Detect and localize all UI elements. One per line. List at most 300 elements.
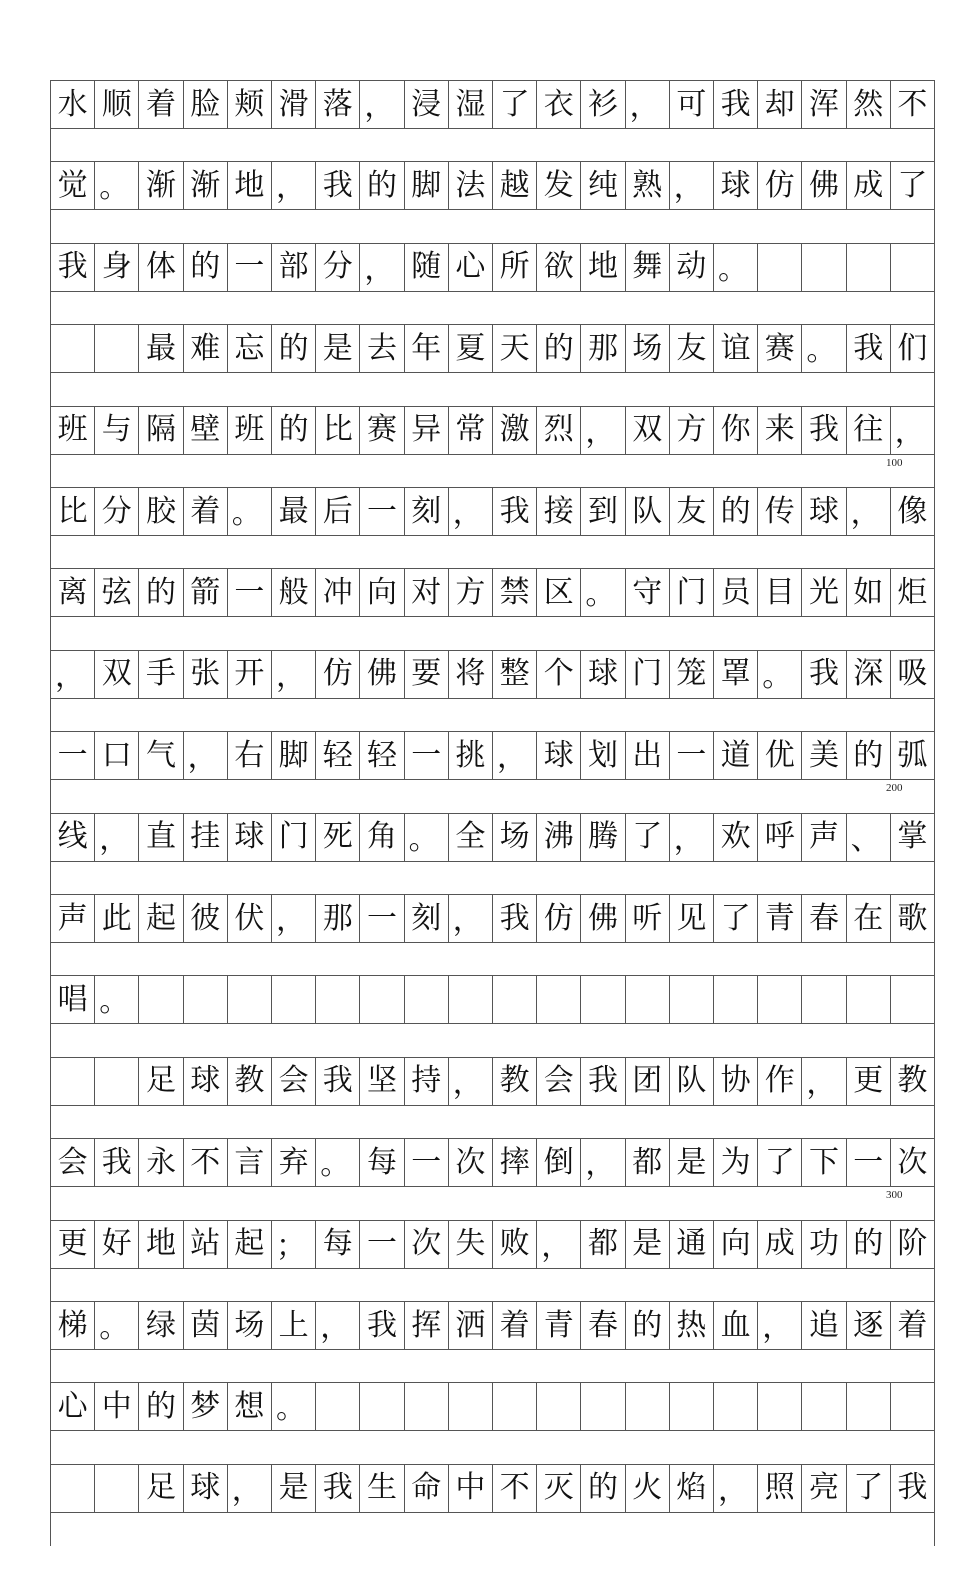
grid-cell: 生 (359, 1464, 404, 1513)
grid-cell (846, 1382, 891, 1431)
grid-cell: 的 (183, 243, 228, 292)
grid-cell: 此 (94, 894, 139, 943)
grid-cell: 向 (713, 1220, 758, 1269)
grid-cell: 言 (227, 1138, 272, 1187)
grid-cell: 站 (183, 1220, 228, 1269)
grid-cell: 协 (713, 1057, 758, 1106)
grid-cell: ， (757, 1301, 802, 1350)
grid-cell: 火 (625, 1464, 670, 1513)
grid-cell: 教 (492, 1057, 537, 1106)
grid-cell: 那 (315, 894, 360, 943)
grid-cell: 更 (846, 1057, 891, 1106)
grid-cell: 声 (50, 894, 95, 943)
grid-cell: 中 (94, 1382, 139, 1431)
grid-cell: ， (50, 650, 95, 699)
grid-cell (404, 975, 449, 1024)
grid-cell: 。 (94, 975, 139, 1024)
grid-cell: 我 (713, 80, 758, 129)
grid-cell: 挥 (404, 1301, 449, 1350)
grid-cell: ， (713, 1464, 758, 1513)
grid-cell: 了 (757, 1138, 802, 1187)
grid-cell: 整 (492, 650, 537, 699)
grid-cell: 的 (713, 487, 758, 536)
grid-cell: 足 (138, 1464, 183, 1513)
grid-cell: 茵 (183, 1301, 228, 1350)
grid-cell: 团 (625, 1057, 670, 1106)
grid-cell: 守 (625, 568, 670, 617)
grid-cell (669, 975, 714, 1024)
grid-cell: 通 (669, 1220, 714, 1269)
grid-cell: 我 (315, 161, 360, 210)
grid-cell: 我 (492, 487, 537, 536)
grid-cell: 焰 (669, 1464, 714, 1513)
grid-cell: 比 (50, 487, 95, 536)
grid-cell: 炬 (890, 568, 935, 617)
grid-cell: 青 (536, 1301, 581, 1350)
grid-cell: 们 (890, 324, 935, 373)
grid-cell: 一 (227, 243, 272, 292)
grid-cell: 佛 (801, 161, 846, 210)
grid-cell: 功 (801, 1220, 846, 1269)
grid-cell: 我 (50, 243, 95, 292)
row-spacer (50, 1186, 935, 1220)
grid-cell: 班 (50, 406, 95, 455)
grid-cell: 门 (271, 813, 316, 862)
grid-cell: 球 (227, 813, 272, 862)
grid-cell: 赛 (757, 324, 802, 373)
grid-cell: ， (315, 1301, 360, 1350)
grid-cell: 我 (492, 894, 537, 943)
grid-cell: 。 (713, 243, 758, 292)
grid-cell: 夏 (448, 324, 493, 373)
grid-cell (890, 975, 935, 1024)
grid-cell: 去 (359, 324, 404, 373)
grid-cell (890, 1382, 935, 1431)
row-spacer (50, 861, 935, 895)
grid-cell: 成 (757, 1220, 802, 1269)
grid-cell: 持 (404, 1057, 449, 1106)
row-spacer (50, 209, 935, 243)
grid-cell: 每 (315, 1220, 360, 1269)
grid-cell: 越 (492, 161, 537, 210)
grid-cell: 了 (890, 161, 935, 210)
grid-cell: 会 (536, 1057, 581, 1106)
grid-cell: 右 (227, 731, 272, 780)
grid-cell: 一 (359, 894, 404, 943)
grid-cell: 灭 (536, 1464, 581, 1513)
grid-cell: 班 (227, 406, 272, 455)
row-spacer (50, 1105, 935, 1139)
grid-cell: 浑 (801, 80, 846, 129)
grid-cell: 衣 (536, 80, 581, 129)
grid-cell: 发 (536, 161, 581, 210)
grid-cell: 我 (315, 1464, 360, 1513)
grid-cell: 吸 (890, 650, 935, 699)
grid-cell (536, 975, 581, 1024)
grid-cell: ， (271, 161, 316, 210)
grid-cell: 般 (271, 568, 316, 617)
grid-cell: 欲 (536, 243, 581, 292)
grid-cell: 作 (757, 1057, 802, 1106)
grid-cell: 天 (492, 324, 537, 373)
grid-cell: 那 (580, 324, 625, 373)
grid-cell: ， (669, 813, 714, 862)
grid-cell: 忘 (227, 324, 272, 373)
grid-cell: 。 (94, 1301, 139, 1350)
grid-cell: 挂 (183, 813, 228, 862)
grid-cell: 教 (890, 1057, 935, 1106)
grid-cell: 热 (669, 1301, 714, 1350)
grid-cell: 佛 (359, 650, 404, 699)
grid-cell (404, 1382, 449, 1431)
grid-cell: 笼 (669, 650, 714, 699)
grid-cell (580, 975, 625, 1024)
grid-cell: 壁 (183, 406, 228, 455)
grid-cell: 弦 (94, 568, 139, 617)
grid-cell: 着 (138, 80, 183, 129)
grid-cell: 都 (625, 1138, 670, 1187)
grid-cell: 异 (404, 406, 449, 455)
grid-cell: 是 (669, 1138, 714, 1187)
grid-cell: ， (359, 80, 404, 129)
row-spacer (50, 454, 935, 488)
grid-cell: ， (448, 894, 493, 943)
grid-cell: 往 (846, 406, 891, 455)
grid-cell: 唱 (50, 975, 95, 1024)
grid-cell: ； (271, 1220, 316, 1269)
grid-cell: 了 (713, 894, 758, 943)
grid-cell: 熟 (625, 161, 670, 210)
grid-cell: 我 (890, 1464, 935, 1513)
grid-cell: 是 (271, 1464, 316, 1513)
grid-cell (580, 1382, 625, 1431)
grid-cell: 员 (713, 568, 758, 617)
grid-cell: 摔 (492, 1138, 537, 1187)
grid-cell: 像 (890, 487, 935, 536)
grid-cell: 场 (492, 813, 537, 862)
grid-cell (492, 975, 537, 1024)
grid-cell: ， (271, 894, 316, 943)
grid-cell: 挑 (448, 731, 493, 780)
grid-cell (448, 975, 493, 1024)
grid-cell: 的 (625, 1301, 670, 1350)
grid-cell: 然 (846, 80, 891, 129)
grid-cell: 。 (404, 813, 449, 862)
grid-cell: 、 (846, 813, 891, 862)
grid-cell: 对 (404, 568, 449, 617)
grid-cell (138, 975, 183, 1024)
grid-cell: 着 (183, 487, 228, 536)
grid-cell: 渐 (183, 161, 228, 210)
grid-cell (94, 1057, 139, 1106)
grid-cell: 分 (94, 487, 139, 536)
grid-cell: 顺 (94, 80, 139, 129)
grid-cell: 球 (580, 650, 625, 699)
grid-cell (50, 1057, 95, 1106)
grid-cell: 我 (801, 406, 846, 455)
grid-cell: 的 (138, 1382, 183, 1431)
grid-cell: 阶 (890, 1220, 935, 1269)
grid-cell: 直 (138, 813, 183, 862)
grid-cell: 传 (757, 487, 802, 536)
grid-cell: 禁 (492, 568, 537, 617)
grid-cell: ， (669, 161, 714, 210)
grid-cell (315, 1382, 360, 1431)
grid-cell: 一 (50, 731, 95, 780)
row-spacer (50, 1023, 935, 1057)
grid-cell: 心 (50, 1382, 95, 1431)
grid-cell: 接 (536, 487, 581, 536)
grid-cell (492, 1382, 537, 1431)
grid-cell: 伏 (227, 894, 272, 943)
grid-cell: 我 (846, 324, 891, 373)
grid-cell: 比 (315, 406, 360, 455)
grid-cell: 弧 (890, 731, 935, 780)
grid-cell: 为 (713, 1138, 758, 1187)
grid-cell: 着 (492, 1301, 537, 1350)
grid-cell: 次 (890, 1138, 935, 1187)
grid-cell: 在 (846, 894, 891, 943)
grid-cell: 最 (271, 487, 316, 536)
grid-cell: 绿 (138, 1301, 183, 1350)
grid-cell: 冲 (315, 568, 360, 617)
grid-cell: ， (94, 813, 139, 862)
grid-cell: 呼 (757, 813, 802, 862)
grid-cell: 衫 (580, 80, 625, 129)
grid-cell: 成 (846, 161, 891, 210)
grid-cell (757, 243, 802, 292)
word-count-marker: 300 (886, 1189, 903, 1202)
grid-cell: 个 (536, 650, 581, 699)
grid-cell: 觉 (50, 161, 95, 210)
grid-cell: 倒 (536, 1138, 581, 1187)
grid-cell: 友 (669, 487, 714, 536)
grid-cell: 的 (138, 568, 183, 617)
grid-cell: 的 (271, 324, 316, 373)
grid-cell: 脸 (183, 80, 228, 129)
row-spacer (50, 616, 935, 650)
grid-cell: 一 (359, 1220, 404, 1269)
grid-cell: 梯 (50, 1301, 95, 1350)
grid-cell: 的 (271, 406, 316, 455)
grid-cell: 气 (138, 731, 183, 780)
grid-cell: 一 (846, 1138, 891, 1187)
grid-cell (50, 1464, 95, 1513)
grid-cell (757, 1382, 802, 1431)
grid-cell: 双 (94, 650, 139, 699)
grid-cell: 坚 (359, 1057, 404, 1106)
grid-cell: 青 (757, 894, 802, 943)
grid-cell: 的 (846, 1220, 891, 1269)
grid-cell: 地 (227, 161, 272, 210)
grid-cell: 划 (580, 731, 625, 780)
grid-cell: 方 (448, 568, 493, 617)
grid-cell: 双 (625, 406, 670, 455)
grid-cell: 难 (183, 324, 228, 373)
grid-cell (713, 1382, 758, 1431)
grid-cell: 道 (713, 731, 758, 780)
grid-cell: 队 (669, 1057, 714, 1106)
grid-cell: 刻 (404, 487, 449, 536)
grid-cell (846, 975, 891, 1024)
grid-cell: 深 (846, 650, 891, 699)
grid-cell: 法 (448, 161, 493, 210)
grid-cell: ， (890, 406, 935, 455)
grid-cell: 会 (50, 1138, 95, 1187)
grid-cell: 败 (492, 1220, 537, 1269)
grid-cell: 门 (625, 650, 670, 699)
grid-cell: 落 (315, 80, 360, 129)
grid-cell (359, 1382, 404, 1431)
grid-cell: 声 (801, 813, 846, 862)
grid-cell: 颊 (227, 80, 272, 129)
grid-cell: 轻 (315, 731, 360, 780)
grid-cell: 浸 (404, 80, 449, 129)
grid-cell: 球 (183, 1057, 228, 1106)
grid-cell: 。 (315, 1138, 360, 1187)
grid-cell: 。 (94, 161, 139, 210)
grid-cell: 中 (448, 1464, 493, 1513)
row-spacer (50, 291, 935, 325)
grid-cell: 体 (138, 243, 183, 292)
grid-cell: 优 (757, 731, 802, 780)
grid-cell: 区 (536, 568, 581, 617)
grid-cell: 场 (625, 324, 670, 373)
grid-cell: 纯 (580, 161, 625, 210)
grid-cell (801, 975, 846, 1024)
grid-cell: 欢 (713, 813, 758, 862)
grid-cell: 光 (801, 568, 846, 617)
word-count-marker: 200 (886, 782, 903, 795)
grid-cell: 部 (271, 243, 316, 292)
grid-cell (757, 975, 802, 1024)
grid-cell: 渐 (138, 161, 183, 210)
grid-cell: 更 (50, 1220, 95, 1269)
grid-cell: 胶 (138, 487, 183, 536)
grid-cell: 教 (227, 1057, 272, 1106)
grid-cell: 。 (227, 487, 272, 536)
grid-cell: 最 (138, 324, 183, 373)
grid-cell: 湿 (448, 80, 493, 129)
grid-cell: 逐 (846, 1301, 891, 1350)
grid-cell: 的 (359, 161, 404, 210)
grid-cell: 腾 (580, 813, 625, 862)
grid-cell: 如 (846, 568, 891, 617)
grid-cell: 我 (801, 650, 846, 699)
grid-cell (359, 975, 404, 1024)
row-spacer (50, 535, 935, 569)
row-spacer (50, 1349, 935, 1383)
grid-cell: ， (227, 1464, 272, 1513)
grid-cell: 随 (404, 243, 449, 292)
grid-cell: 友 (669, 324, 714, 373)
grid-cell: 烈 (536, 406, 581, 455)
grid-cell: 春 (801, 894, 846, 943)
row-spacer (50, 1430, 935, 1464)
grid-cell (669, 1382, 714, 1431)
grid-cell: 次 (404, 1220, 449, 1269)
grid-cell: ， (183, 731, 228, 780)
grid-cell: 球 (536, 731, 581, 780)
grid-cell (846, 243, 891, 292)
grid-cell: 我 (94, 1138, 139, 1187)
grid-cell: 舞 (625, 243, 670, 292)
grid-cell: 的 (580, 1464, 625, 1513)
grid-cell: 地 (580, 243, 625, 292)
grid-cell: 方 (669, 406, 714, 455)
grid-cell: 佛 (580, 894, 625, 943)
grid-cell: 上 (271, 1301, 316, 1350)
grid-cell: 足 (138, 1057, 183, 1106)
grid-cell: 不 (183, 1138, 228, 1187)
grid-cell: ， (448, 1057, 493, 1106)
row-spacer (50, 372, 935, 406)
grid-cell (713, 975, 758, 1024)
grid-cell: ， (580, 1138, 625, 1187)
grid-cell: 我 (315, 1057, 360, 1106)
grid-cell: 水 (50, 80, 95, 129)
grid-cell: 仿 (757, 161, 802, 210)
grid-cell: 亮 (801, 1464, 846, 1513)
grid-cell (625, 1382, 670, 1431)
grid-cell: 我 (580, 1057, 625, 1106)
grid-cell: 全 (448, 813, 493, 862)
grid-cell: 洒 (448, 1301, 493, 1350)
grid-cell: 来 (757, 406, 802, 455)
grid-cell: 歌 (890, 894, 935, 943)
grid-cell: 了 (625, 813, 670, 862)
grid-cell: 。 (271, 1382, 316, 1431)
grid-cell: 目 (757, 568, 802, 617)
grid-cell: 出 (625, 731, 670, 780)
grid-cell: 一 (227, 568, 272, 617)
grid-cell: 到 (580, 487, 625, 536)
grid-cell: 场 (227, 1301, 272, 1350)
grid-cell: 彼 (183, 894, 228, 943)
row-spacer (50, 779, 935, 813)
grid-cell: 会 (271, 1057, 316, 1106)
grid-cell: 次 (448, 1138, 493, 1187)
grid-cell: 起 (227, 1220, 272, 1269)
row-spacer (50, 1268, 935, 1302)
grid-cell: 心 (448, 243, 493, 292)
grid-cell: 隔 (138, 406, 183, 455)
row-spacer (50, 1512, 935, 1546)
grid-cell: 动 (669, 243, 714, 292)
grid-cell: 春 (580, 1301, 625, 1350)
grid-cell (183, 975, 228, 1024)
grid-cell: 好 (94, 1220, 139, 1269)
grid-cell: 张 (183, 650, 228, 699)
grid-cell: 。 (757, 650, 802, 699)
grid-cell (448, 1382, 493, 1431)
grid-cell: 身 (94, 243, 139, 292)
grid-cell: 仿 (536, 894, 581, 943)
grid-cell: 梦 (183, 1382, 228, 1431)
grid-cell: 下 (801, 1138, 846, 1187)
grid-cell: 了 (492, 80, 537, 129)
grid-cell: 死 (315, 813, 360, 862)
grid-cell: 赛 (359, 406, 404, 455)
grid-cell: 不 (492, 1464, 537, 1513)
grid-cell: 开 (227, 650, 272, 699)
grid-cell: 的 (536, 324, 581, 373)
grid-cell (271, 975, 316, 1024)
grid-cell (890, 243, 935, 292)
grid-cell (801, 1382, 846, 1431)
grid-cell: ， (271, 650, 316, 699)
grid-cell: 是 (315, 324, 360, 373)
